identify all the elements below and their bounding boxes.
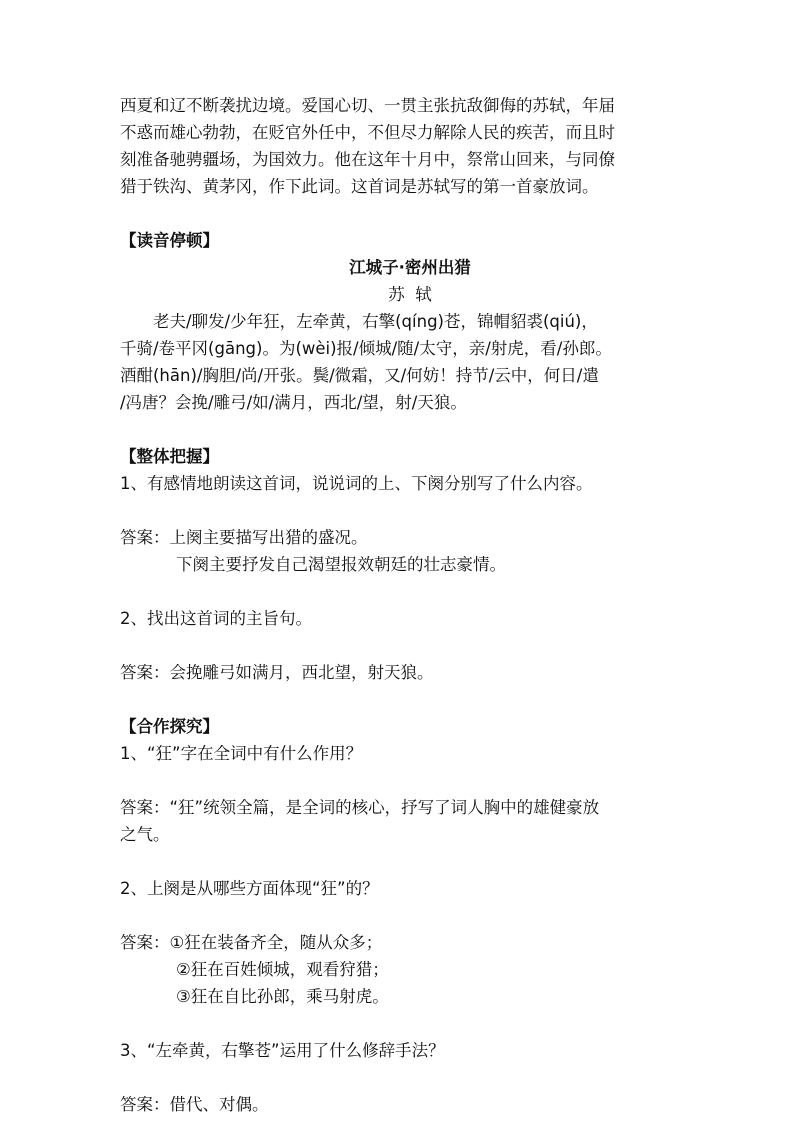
coop-answer-2-line-3: ③狂在自比孙郎，乘马射虎。 [176, 987, 389, 1006]
spacer [120, 416, 700, 443]
spacer [120, 1010, 700, 1037]
poem-line-3: 酒酣(hān)/胸胆/尚/开张。鬓/微霜，又/何妨！持节/云中，何日/遣 [120, 366, 599, 385]
background-line-3: 刻准备驰骋疆场，为国效力。他在这年十月中，祭常山回来，与同僚 [120, 150, 615, 169]
coop-answer-1-line-1: 答案：“狂”统领全篇，是全词的核心，抒写了词人胸中的雄健豪放 [120, 798, 600, 817]
cooperative-section [120, 713, 700, 1118]
poem-line-2: 千骑/卷平冈(gāng)。为(wèi)报/倾城/随/太守，亲/射虎，看/孙郎。 [120, 339, 612, 358]
coop-question-1: 1、“狂”字在全词中有什么作用？ [120, 744, 363, 763]
coop-answer-2-line-1: 答案：①狂在装备齐全，随从众多； [120, 933, 383, 952]
overall-answer-2: 答案：会挽雕弓如满月，西北望，射天狼。 [120, 663, 434, 682]
coop-answer-3: 答案：借代、对偶。 [120, 1095, 269, 1114]
overall-question-2: 2、找出这首词的主旨句。 [120, 609, 312, 628]
spacer [120, 767, 700, 794]
background-line-2: 不惑而雄心勃勃，在贬官外任中，不但尽力解除人民的疾苦，而且时 [120, 123, 615, 142]
overall-question-1: 1、有感情地朗读这首词，说说词的上、下阕分别写了什么内容。 [120, 474, 593, 493]
background-paragraph [120, 92, 700, 200]
overall-section [120, 443, 700, 686]
spacer [120, 1064, 700, 1091]
spacer [120, 632, 700, 659]
spacer [120, 200, 700, 227]
poem-title: 江城子·密州出猎 [349, 258, 471, 277]
overall-heading: 【整体把握】 [120, 447, 219, 466]
cooperative-heading: 【合作探究】 [120, 717, 219, 736]
spacer [120, 497, 700, 524]
coop-answer-1-line-2: 之气。 [120, 825, 170, 844]
reading-section [120, 227, 700, 416]
background-line-1: 西夏和辽不断袭扰边境。爱国心切、一贯主张抗敌御侮的苏轼，年届 [120, 96, 615, 115]
poem-author: 苏 轼 [388, 285, 432, 304]
spacer [120, 686, 700, 713]
spacer [120, 578, 700, 605]
spacer [120, 848, 700, 875]
coop-answer-2-line-2: ②狂在百姓倾城，观看狩猎； [176, 960, 389, 979]
poem-line-4: /冯唐？会挽/雕弓/如/满月，西北/望，射/天狼。 [120, 393, 467, 412]
overall-answer-1-line-1: 答案：上阕主要描写出猎的盛况。 [120, 528, 368, 547]
background-line-4: 猎于铁沟、黄茅冈，作下此词。这首词是苏轼写的第一首豪放词。 [120, 177, 599, 196]
document-page [120, 92, 700, 1118]
coop-question-3: 3、“左牵黄，右擎苍”运用了什么修辞手法？ [120, 1041, 445, 1060]
poem-line-1: 老夫/聊发/少年狂，左牵黄，右擎(qíng)苍，锦帽貂裘(qiú)， [153, 312, 598, 331]
reading-heading: 【读音停顿】 [120, 231, 219, 250]
overall-answer-1-line-2: 下阕主要抒发自己渴望报效朝廷的壮志豪情。 [176, 555, 506, 574]
spacer [120, 902, 700, 929]
coop-question-2: 2、上阕是从哪些方面体现“狂”的？ [120, 879, 379, 898]
